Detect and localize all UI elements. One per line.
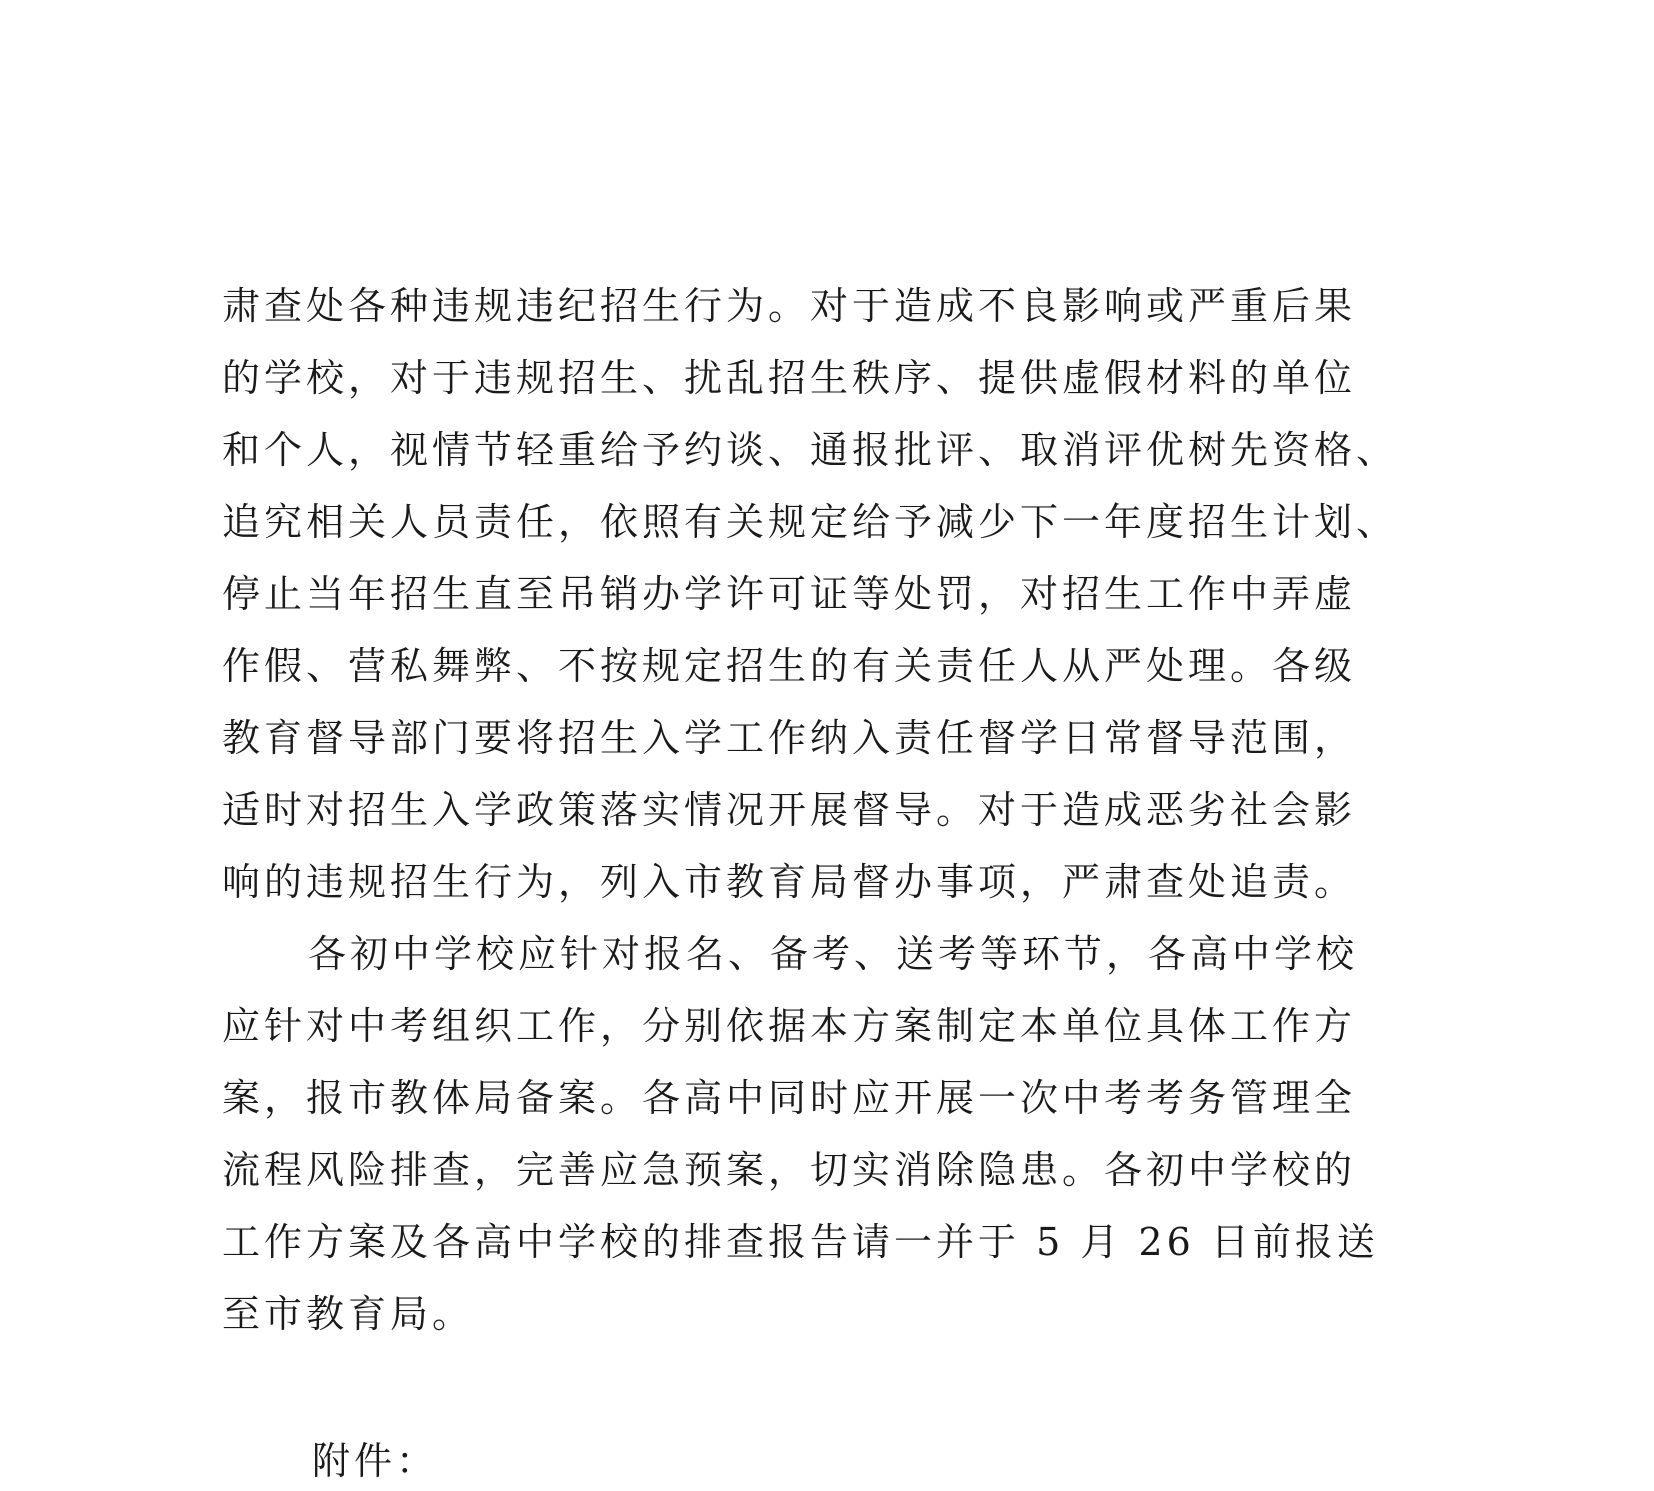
attachment-label: 附件： [312, 1439, 439, 1483]
paragraph-1-line-8: 适时对招生入学政策落实情况开展督导。对于造成恶劣社会影 [222, 788, 1357, 832]
paragraph-2-line-2: 应针对中考组织工作，分别依据本方案制定本单位具体工作方 [222, 1004, 1357, 1048]
paragraph-1-line-6: 作假、营私舞弊、不按规定招生的有关责任人从严处理。各级 [222, 644, 1357, 688]
paragraph-1-line-5: 停止当年招生直至吊销办学许可证等处罚，对招生工作中弄虚 [222, 572, 1357, 616]
paragraph-1-line-3: 和个人，视情节轻重给予约谈、通报批评、取消评优树先资格、 [222, 428, 1399, 472]
paragraph-1-line-1: 肃查处各种违规违纪招生行为。对于造成不良影响或严重后果 [222, 284, 1357, 328]
paragraph-2-line-4: 流程风险排查，完善应急预案，切实消除隐患。各初中学校的 [222, 1148, 1357, 1192]
paragraph-2-line-6: 至市教育局。 [222, 1292, 475, 1336]
paragraph-1-line-2: 的学校，对于违规招生、扰乱招生秩序、提供虚假材料的单位 [222, 356, 1357, 400]
paragraph-2-line-5: 工作方案及各高中学校的排查报告请一并于 5 月 26 日前报送 [222, 1220, 1379, 1264]
paragraph-2-line-3: 案，报市教体局备案。各高中同时应开展一次中考考务管理全 [222, 1076, 1357, 1120]
paragraph-1-line-9: 响的违规招生行为，列入市教育局督办事项，严肃查处追责。 [222, 860, 1357, 904]
document-body [222, 270, 1442, 1350]
paragraph-2-line-1: 各初中学校应针对报名、备考、送考等环节，各高中学校 [308, 932, 1359, 976]
paragraph-1-line-7: 教育督导部门要将招生入学工作纳入责任督学日常督导范围， [222, 716, 1357, 760]
paragraph-1-line-4: 追究相关人员责任，依照有关规定给予减少下一年度招生计划、 [222, 500, 1399, 544]
